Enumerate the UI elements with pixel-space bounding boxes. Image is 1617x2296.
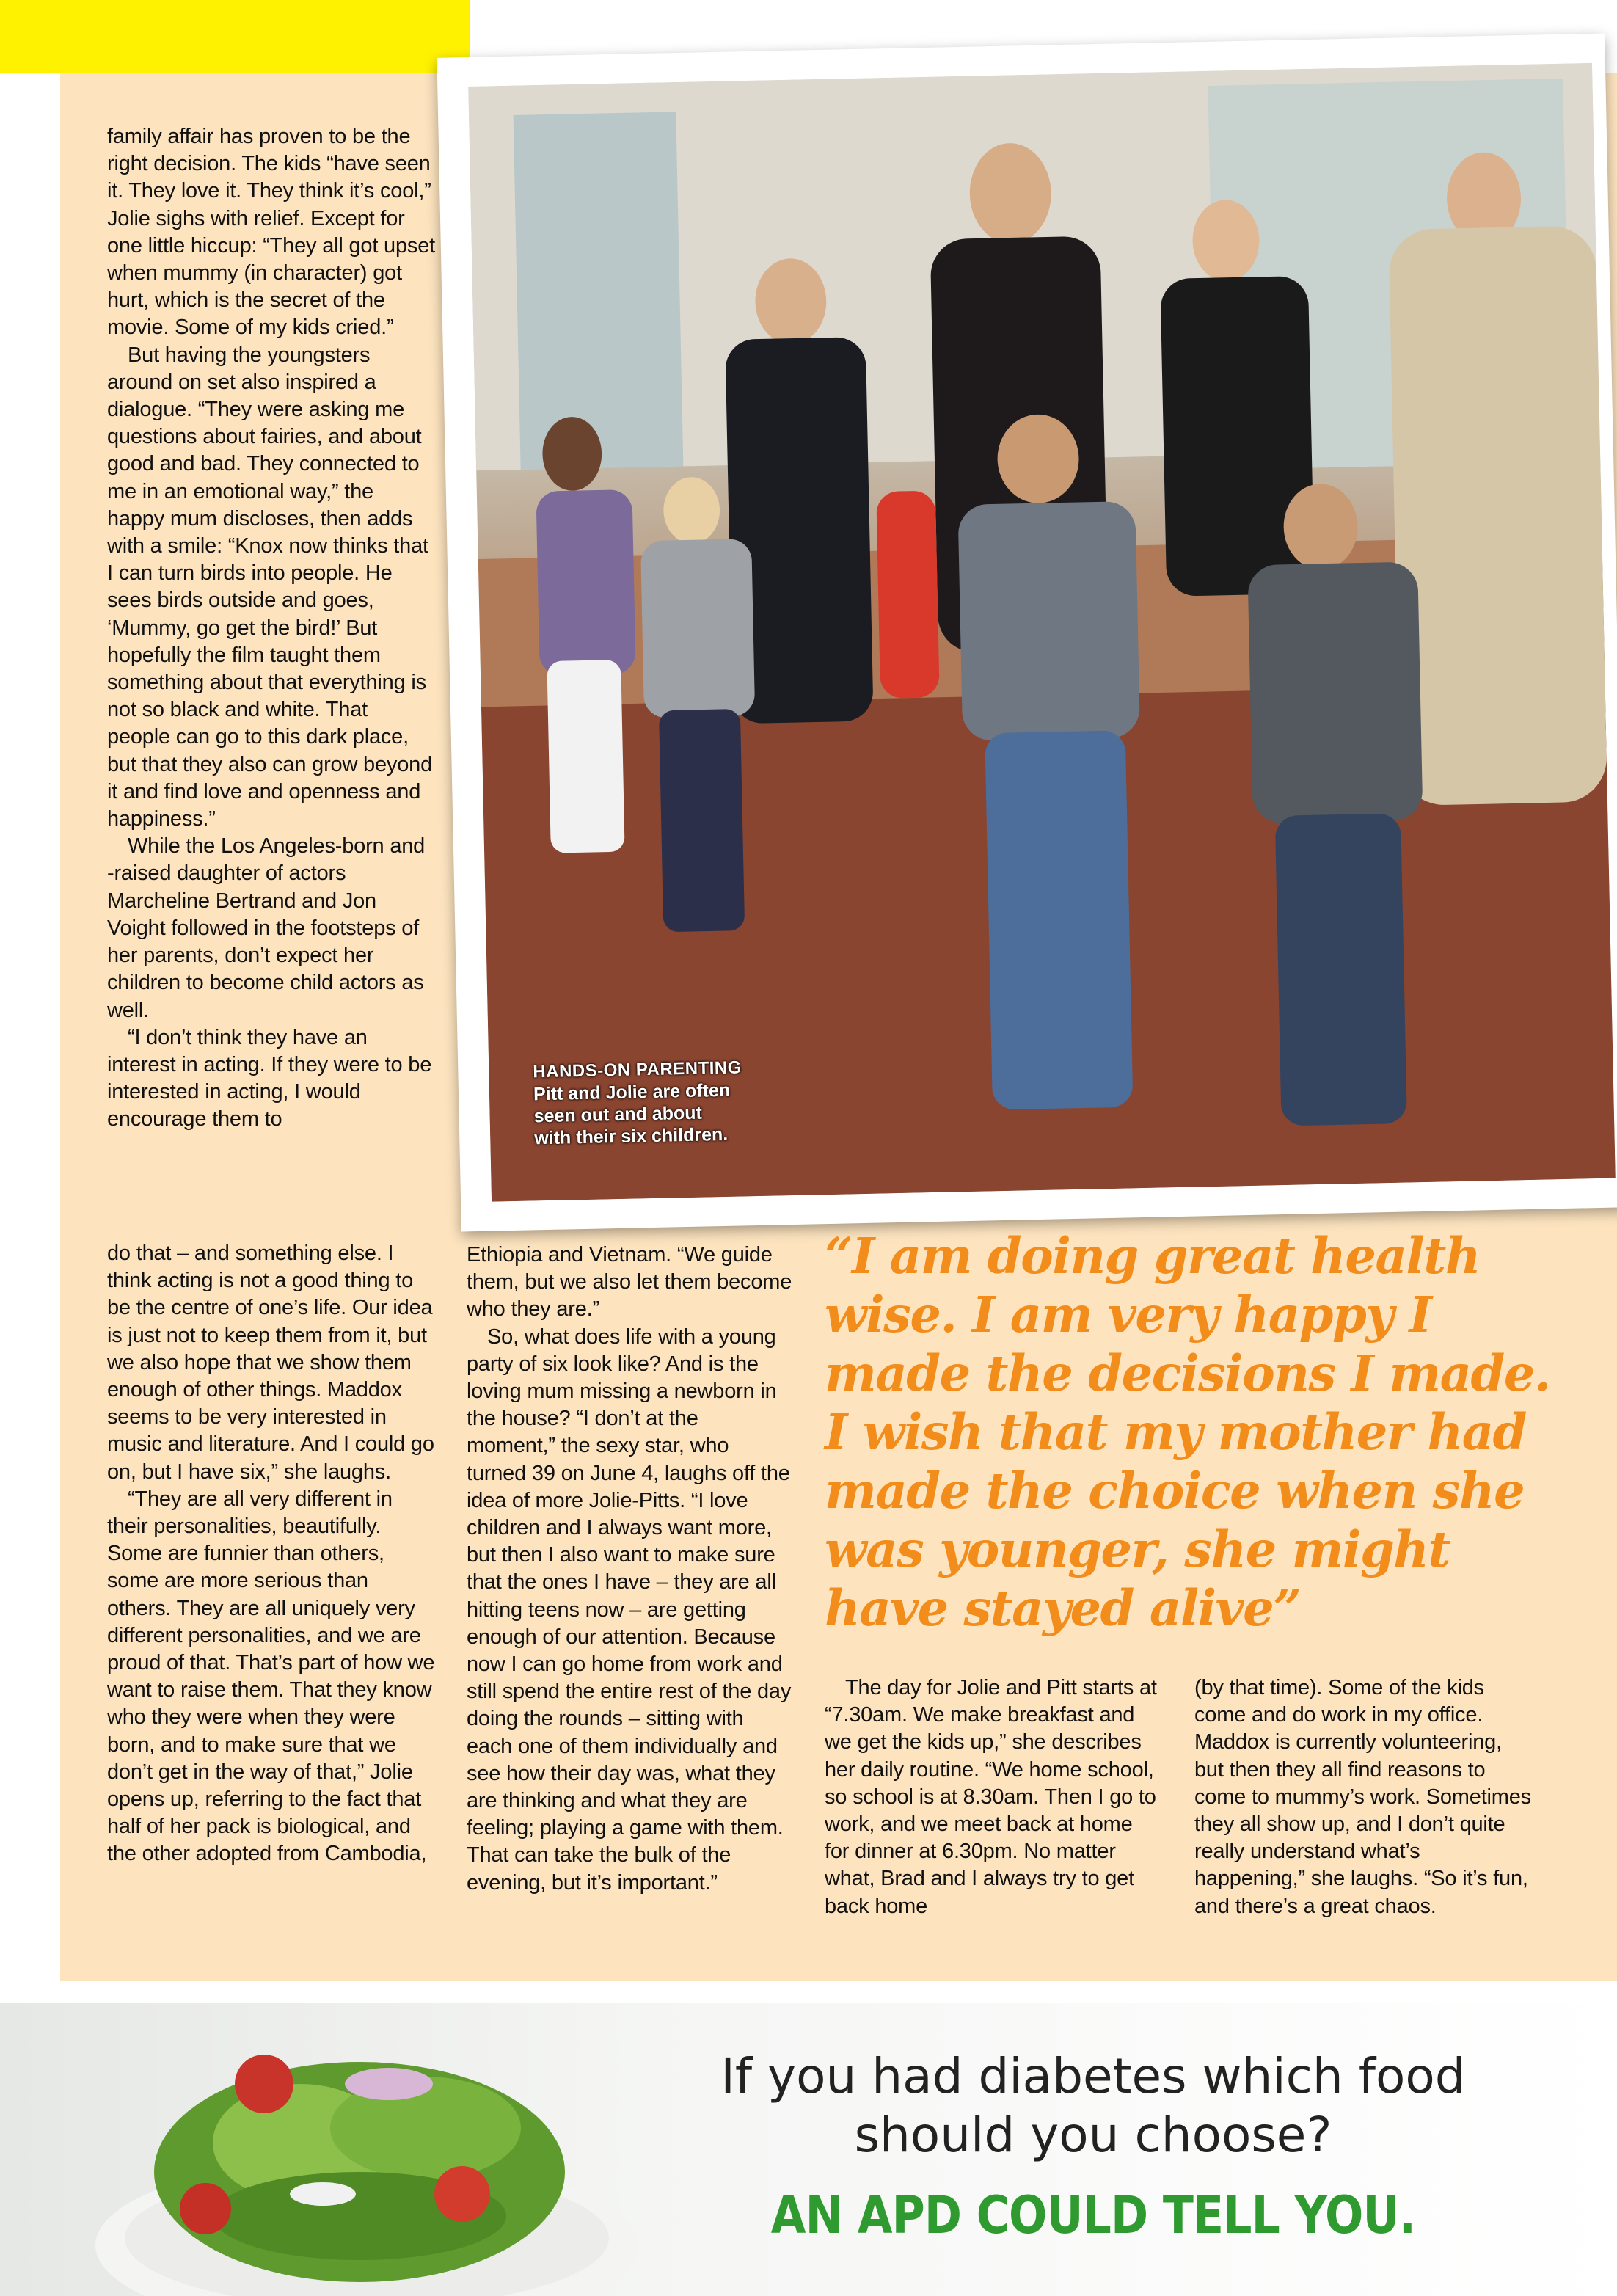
article-column-1-continued [107, 1240, 437, 1868]
family-photo-illustration [468, 63, 1615, 1202]
caption-heading: HANDS-ON PARENTING [533, 1057, 742, 1082]
article-column-1 [107, 123, 436, 1134]
ad-call-to-action: AN APD COULD TELL YOU. [770, 2185, 1416, 2245]
paragraph: (by that time). Some of the kids come and do work in my office. Maddox is currently volunteering, but then they all find reasons to come to mummy’s work. Sometimes they all show up, and I don’t quite really understand what’s happening,” she laughs. “So it’s fun, and there’s a great chaos. [1194, 1676, 1531, 1918]
article-column-3 [825, 1674, 1162, 1920]
paragraph: do that – and something else. I think acting is not a good thing to be the centre of one’s life. Our idea is just not to keep them from it, but we also hope that we show them enough of other things. Maddox seems to be very interested in music and literature. And I could go on, but I have six,” she laughs. [107, 1242, 434, 1484]
photo-frame [437, 34, 1617, 1232]
ad-question-line: should you choose? [854, 2107, 1332, 2163]
photo-caption [533, 1057, 743, 1149]
paragraph: “I don’t think they have an interest in acting. If they were to be interested in acting, I would encourage them to [107, 1025, 432, 1131]
ad-question [660, 2047, 1526, 2165]
article-column-2 [467, 1242, 792, 1897]
paragraph: Ethiopia and Vietnam. “We guide them, but we also let them become who they are.” [467, 1243, 792, 1322]
paragraph: But having the youngsters around on set also inspired a dialogue. “They were asking me questions about fairies, and about good and bad. They connected to me in an emotional way,” the happy mum discloses, then adds with a smile: “Knox now thinks that I can turn birds into people. He sees birds outside and goes, ‘Mummy, go get the bird!’ But hopefully the film taught them something about that everything is not so black and white. That people can go to this dark place, but that they also can grow beyond it and find love and openness and happiness.” [107, 343, 432, 831]
caption-line: with their six children. [533, 1123, 729, 1149]
pull-quote: “I am doing great health wise. I am very happy I made the decisions I made. I wish that my mother had made the choice when she was younger, she might have stayed alive” [825, 1227, 1550, 1637]
paragraph: family affair has proven to be the right decision. The kids “have seen it. They love it. They think it’s cool,” Jolie sighs with relief. Except for one little hiccup: “They all got upset when mummy (in character) got hurt, which is the secret of the movie. Some of my kids cried.” [107, 125, 435, 340]
salad-plate-image [81, 2003, 668, 2296]
ad-question-line: If you had diabetes which food [720, 2048, 1466, 2104]
advertisement-banner [0, 2003, 1617, 2296]
article-column-4 [1194, 1674, 1532, 1920]
family-photo [468, 63, 1615, 1202]
paragraph: The day for Jolie and Pitt starts at “7.30am. We make breakfast and we get the kids up,” she describes her daily routine. “We home school, so school is at 8.30am. Then I go to work, and we meet back at home for dinner at 6.30pm. No matter what, Brad and I always try to get back home [825, 1676, 1157, 1918]
caption-line: seen out and about [533, 1102, 703, 1127]
paragraph: “They are all very different in their personalities, beautifully. Some are funnier than others, some are more serious than others. They are all uniquely very different personalities, and we are proud of that. That’s part of how we want to raise them. That they know who they were when they were born, and to make sure that we don’t get in the way of that,” Jolie opens up, referring to the fact that half of her pack is biological, and the other adopted from Cambodia, [107, 1487, 435, 1866]
yellow-corner-bar [0, 0, 470, 73]
caption-line: Pitt and Jolie are often [533, 1079, 731, 1105]
paragraph: So, what does life with a young party of six look like? And is the loving mum missing a newborn in the house? “I don’t at the moment,” the sexy star, who turned 39 on June 4, laughs off the idea of more Jolie-Pitts. “I love children and I always want more, but then I also want to make sure that the ones I have – they are all hitting teens now – are getting enough of our attention. Because now I can go home from work and still spend the entire rest of the day doing the rounds – sitting with each one of them individually and see how their day was, what they are thinking and what they are feeling; playing a game with them. That can take the bulk of the evening, but it’s important.” [467, 1324, 792, 1895]
paragraph: While the Los Angeles-born and -raised daughter of actors Marcheline Bertrand and Jon Voight followed in the footsteps of her parents, don’t expect her children to become child actors as well. [107, 834, 426, 1022]
